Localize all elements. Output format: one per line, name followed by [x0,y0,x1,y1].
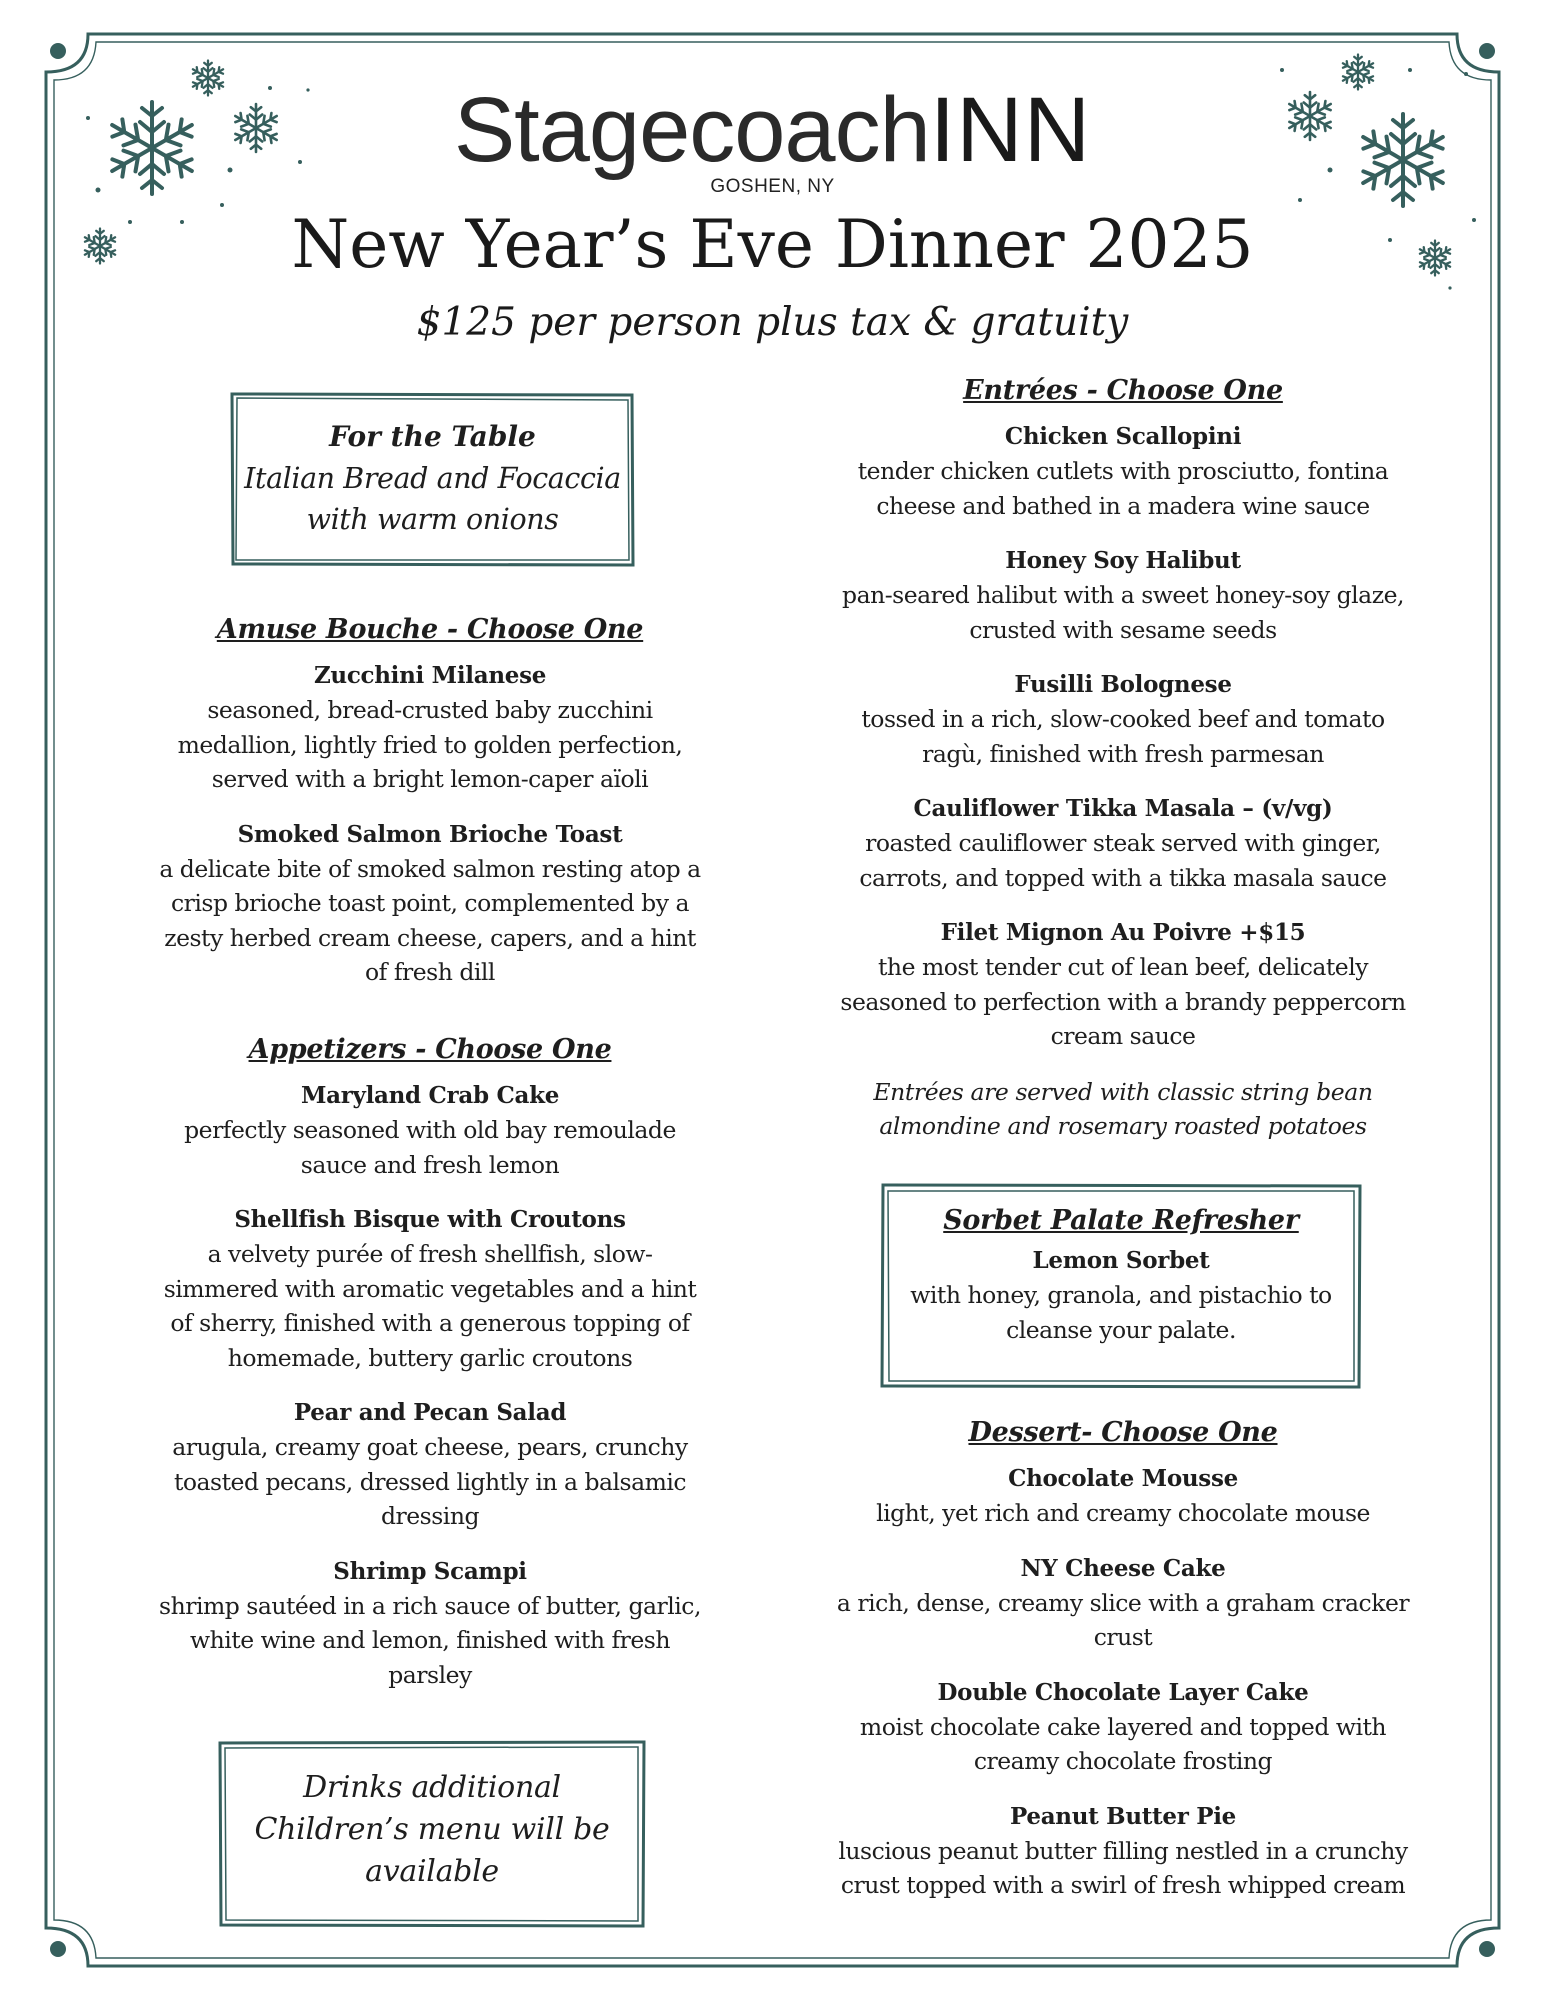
item-name: Chocolate Mousse [1008,1465,1238,1492]
drinks-line2: Children’s menu will be [254,1812,610,1847]
for-the-table-line2: with warm onions [306,503,559,536]
item-desc: served with a bright lemon-caper aïoli [211,765,649,793]
item-desc: moist chocolate cake layered and topped with [859,1712,1387,1741]
menu-item [818,916,1428,1054]
item-desc: homemade, buttery garlic croutons [227,1343,633,1372]
price-line: $125 per person plus tax & gratuity [416,300,1129,345]
item-desc: arugula, creamy goat cheese, pears, crunchy [172,1433,688,1461]
item-desc: parsley [388,1660,472,1689]
item-desc: of sherry, finished with a generous topping of [170,1309,690,1337]
item-name: Honey Soy Halibut [1005,547,1241,574]
logo [0,79,1545,181]
item-name: Shrimp Scampi [333,1557,527,1585]
menu-item [140,1079,720,1182]
appetizers-title: Appetizers - Choose One [248,1034,612,1065]
item-desc: crust topped with a swirl of fresh whipped cream [840,1871,1406,1899]
menu-item [140,1555,720,1693]
dessert-section [818,1417,1428,1924]
item-desc: crust [1093,1623,1153,1651]
sorbet-line1: with honey, granola, and pistachio to [910,1281,1332,1309]
corner-dot-icon [50,43,66,59]
item-name: Peanut Butter Pie [1009,1802,1237,1830]
item-desc: sauce and fresh lemon [300,1150,560,1179]
item-desc: simmered with aromatic vegetables and a hint [163,1274,697,1303]
menu-item [818,420,1428,523]
sorbet-name: Lemon Sorbet [1032,1247,1210,1274]
for-the-table-line1: Italian Bread and Focaccia [244,462,621,495]
menu-item [818,1800,1428,1903]
item-name: Shellfish Bisque with Croutons [234,1206,626,1233]
item-desc: cheese and bathed in a madera wine sauce [876,491,1370,520]
entrees-title: Entrées - Choose One [963,375,1283,406]
item-desc: seasoned to perfection with a brandy peppercorn [840,987,1406,1016]
item-desc: cream sauce [1050,1022,1196,1050]
menu-item [140,1396,720,1534]
sorbet-title: Sorbet Palate Refresher [943,1205,1299,1236]
item-desc: zesty herbed cream cheese, capers, and a hint [164,923,696,952]
sorbet-box [880,1183,1362,1389]
item-desc: a delicate bite of smoked salmon resting atop a [159,854,701,883]
menu-item [818,1676,1428,1779]
item-desc: pan-seared halibut with a sweet honey-soy glaze, [842,581,1404,609]
dessert-title: Dessert- Choose One [968,1417,1278,1448]
amuse-bouche-title: Amuse Bouche - Choose One [216,614,644,645]
item-desc: light, yet rich and creamy chocolate mouse [876,1499,1370,1527]
drinks-line3: available [365,1854,499,1889]
note-line: almondine and rosemary roasted potatoes [879,1112,1367,1140]
item-desc: creamy chocolate frosting [973,1747,1273,1775]
item-desc: medallion, lightly fried to golden perfection, [177,730,683,759]
item-desc: carrots, and topped with a tikka masala sauce [859,863,1387,892]
item-desc: tender chicken cutlets with prosciutto, fontina [857,457,1389,485]
item-desc: seasoned, bread-crusted baby zucchini [207,696,653,724]
item-name: Smoked Salmon Brioche Toast [237,820,623,848]
logo-bold: INN [929,79,1092,181]
amuse-bouche-section [140,614,720,1011]
item-desc: white wine and lemon, finished with fresh [189,1626,670,1654]
menu-item [818,1552,1428,1655]
drinks-line1: Drinks additional [303,1770,561,1805]
menu-item [140,818,720,990]
item-desc: a velvety purée of fresh shellfish, slow- [207,1240,653,1268]
menu-item [818,792,1428,895]
item-name: Fusilli Bolognese [1014,671,1232,698]
item-name: Maryland Crab Cake [300,1082,560,1109]
item-desc: toasted pecans, dressed lightly in a balsamic [173,1467,687,1496]
item-desc: ragù, finished with fresh parmesan [922,739,1324,768]
item-name: NY Cheese Cake [1020,1554,1226,1582]
item-name: Filet Mignon Au Poivre +$15 [940,919,1306,946]
menu-item [818,1462,1428,1531]
page-title: New Year’s Eve Dinner 2025 [291,206,1254,283]
corner-dot-icon [1479,1941,1495,1957]
item-name: Cauliflower Tikka Masala – (v/vg) [913,795,1333,822]
item-desc: of fresh dill [365,958,495,986]
appetizers-section [140,1034,720,1713]
menu-item [818,668,1428,771]
menu-item [818,544,1428,647]
item-desc: shrimp sautéed in a rich sauce of butter, garlic, [159,1591,701,1620]
item-desc: crisp brioche toast point, complemented by a [171,889,689,917]
item-name: Double Chocolate Layer Cake [937,1678,1309,1706]
item-desc: a rich, dense, creamy slice with a graham cracker [836,1588,1410,1617]
sorbet-line2: cleanse your palate. [1006,1315,1236,1344]
drinks-box [218,1740,646,1928]
entrees-note [818,1075,1428,1144]
note-line: Entrées are served with classic string bean [873,1077,1373,1106]
logo-light: Stagecoach [453,79,930,181]
item-desc: tossed in a rich, slow-cooked beef and tomato [861,705,1385,733]
item-name: Pear and Pecan Salad [293,1399,567,1426]
item-desc: luscious peanut butter filling nestled in a crunchy [838,1836,1408,1865]
menu-item [140,659,720,797]
item-desc: the most tender cut of lean beef, delicately [877,953,1369,981]
for-the-table-box [230,392,635,567]
item-desc: roasted cauliflower steak served with ginger, [865,829,1381,857]
menu-item [140,1203,720,1375]
location: GOSHEN, NY [710,176,835,197]
item-name: Chicken Scallopini [1004,423,1242,450]
item-name: Zucchini Milanese [313,662,547,689]
for-the-table-title: For the Table [329,420,536,453]
item-desc: perfectly seasoned with old bay remoulade [184,1116,676,1144]
item-desc: crusted with sesame seeds [969,615,1277,644]
item-desc: dressing [381,1502,479,1530]
entrees-section [818,375,1428,1144]
corner-dot-icon [50,1941,66,1957]
